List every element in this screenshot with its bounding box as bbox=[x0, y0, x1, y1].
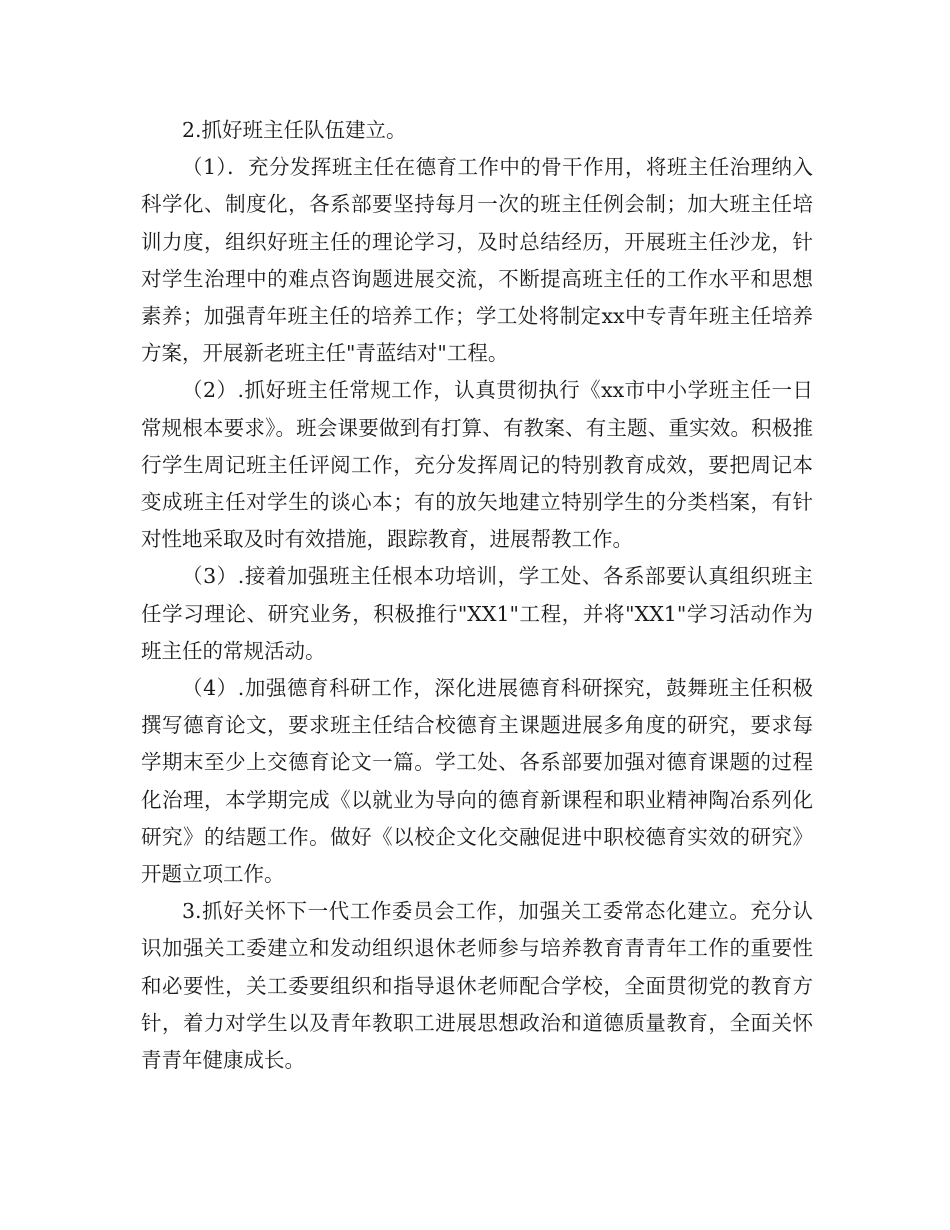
paragraph-item-2: （2）.抓好班主任常规工作，认真贯彻执行《xx市中小学班主任一日常规根本要求》。班会课要做到有打算、有教案、有主题、重实效。积极推行学生周记班主任评阅工作，充分发挥周记的特别教育成效，要把周记本变成班主任对学生的谈心本；有的放矢地建立特别学生的分类档案，有针对性地采取及时有效措施，跟踪教育，进展帮教工作。 bbox=[141, 378, 813, 552]
document-body bbox=[141, 112, 813, 1079]
paragraph-heading-3: 3.抓好关怀下一代工作委员会工作，加强关工委常态化建立。充分认识加强关工委建立和发动组织退休老师参与培养教育青青年工作的重要性和必要性，关工委要组织和指导退休老师配合学校，全面贯彻党的教育方针，着力对学生以及青年教职工进展思想政治和道德质量教育，全面关怀青青年健康成长。 bbox=[141, 899, 813, 1073]
paragraph-item-3: （3）.接着加强班主任根本功培训，学工处、各系部要认真组织班主任学习理论、研究业务，积极推行"XX1"工程，并将"XX1"学习活动作为班主任的常规活动。 bbox=[141, 564, 813, 663]
paragraph-heading-2: 2.抓好班主任队伍建立。 bbox=[182, 118, 407, 142]
paragraph-item-4: （4）.加强德育科研工作，深化进展德育科研探究，鼓舞班主任积极撰写德育论文，要求班主任结合校德育主课题进展多角度的研究，要求每学期末至少上交德育论文一篇。学工处、各系部要加强对德育课题的过程化治理，本学期完成《以就业为导向的德育新课程和职业精神陶冶系列化研究》的结题工作。做好《以校企文化交融促进中职校德育实效的研究》开题立项工作。 bbox=[141, 676, 813, 887]
paragraph-item-1: （1）．充分发挥班主任在德育工作中的骨干作用，将班主任治理纳入科学化、制度化，各系部要坚持每月一次的班主任例会制；加大班主任培训力度，组织好班主任的理论学习，及时总结经历，开展班主任沙龙，针对学生治理中的难点咨询题进展交流，不断提高班主任的工作水平和思想素养；加强青年班主任的培养工作；学工处将制定xx中专青年班主任培养方案，开展新老班主任"青蓝结对"工程。 bbox=[141, 155, 813, 366]
